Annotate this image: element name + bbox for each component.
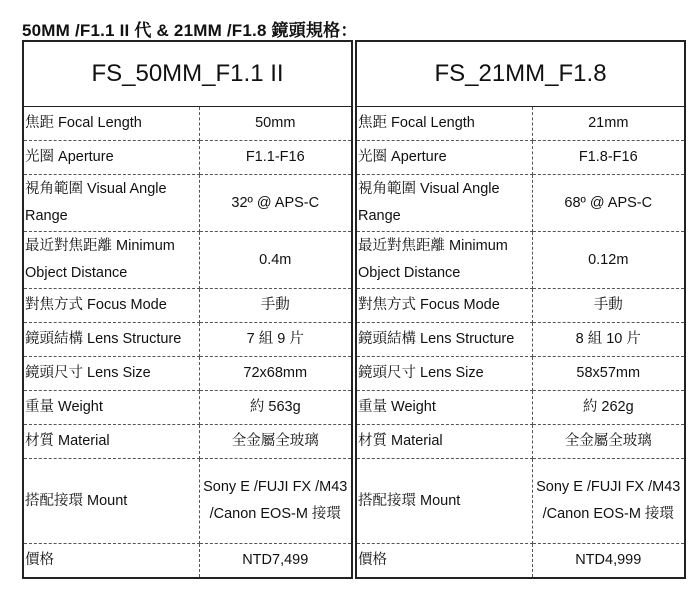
spec-label: 光圈 Aperture [23,141,199,175]
spec-label: 最近對焦距離 Minimum Object Distance [23,232,199,289]
page-heading: 50MM /F1.1 II 代 & 21MM /F1.8 鏡頭規格： [22,21,358,40]
spec-table-50mm [22,40,353,579]
spec-value: 58x57mm [532,357,685,391]
spec-value: 手動 [199,289,352,323]
spec-value: 全金屬全玻璃 [199,425,352,459]
spec-value: 0.12m [532,232,685,289]
spec-label: 鏡頭結構 Lens Structure [356,323,532,357]
spec-label: 材質 Material [356,425,532,459]
spec-label: 重量 Weight [23,391,199,425]
spec-label: 搭配接環 Mount [23,459,199,544]
spec-value: 手動 [532,289,685,323]
spec-label: 視角範圍 Visual Angle Range [356,175,532,232]
spec-label: 鏡頭結構 Lens Structure [23,323,199,357]
spec-value: 0.4m [199,232,352,289]
spec-value: F1.1-F16 [199,141,352,175]
spec-label: 價格 [23,544,199,579]
spec-label: 鏡頭尺寸 Lens Size [356,357,532,391]
spec-label: 重量 Weight [356,391,532,425]
spec-value: Sony E /FUJI FX /M43 /Canon EOS-M 接環 [532,459,685,544]
spec-value: 21mm [532,107,685,141]
spec-label: 搭配接環 Mount [356,459,532,544]
spec-value: 8 組 10 片 [532,323,685,357]
spec-value: Sony E /FUJI FX /M43 /Canon EOS-M 接環 [199,459,352,544]
spec-value: 約 262g [532,391,685,425]
spec-value: 72x68mm [199,357,352,391]
spec-label: 焦距 Focal Length [356,107,532,141]
spec-value: 50mm [199,107,352,141]
spec-label: 視角範圍 Visual Angle Range [23,175,199,232]
spec-label: 對焦方式 Focus Mode [356,289,532,323]
spec-value: NTD4,999 [532,544,685,579]
spec-label: 光圈 Aperture [356,141,532,175]
spec-label: 材質 Material [23,425,199,459]
spec-label: 焦距 Focal Length [23,107,199,141]
spec-value: 32º @ APS-C [199,175,352,232]
table-title: FS_50MM_F1.1 II [23,41,352,107]
spec-value: 約 563g [199,391,352,425]
spec-label: 對焦方式 Focus Mode [23,289,199,323]
spec-value: 68º @ APS-C [532,175,685,232]
spec-value: NTD7,499 [199,544,352,579]
spec-label: 價格 [356,544,532,579]
spec-value: 全金屬全玻璃 [532,425,685,459]
spec-label: 最近對焦距離 Minimum Object Distance [356,232,532,289]
spec-value: F1.8-F16 [532,141,685,175]
spec-value: 7 組 9 片 [199,323,352,357]
spec-table-21mm [355,40,686,579]
table-title: FS_21MM_F1.8 [356,41,685,107]
spec-label: 鏡頭尺寸 Lens Size [23,357,199,391]
